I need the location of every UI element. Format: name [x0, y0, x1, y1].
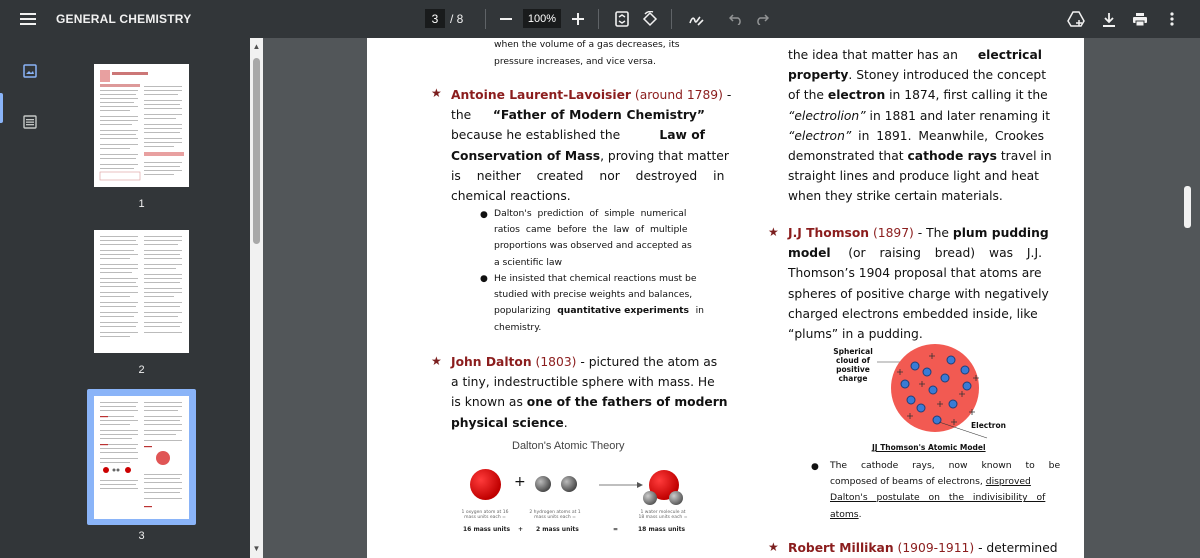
star-icon: ★ — [431, 354, 442, 368]
scroll-up-arrow[interactable]: ▲ — [252, 42, 261, 51]
toolbar-divider — [598, 9, 599, 29]
figure-label: Spherical cloud of positive charge — [833, 347, 873, 383]
mass-label: 16 mass units — [463, 526, 511, 533]
page-number-input[interactable]: 3 — [425, 9, 445, 28]
mass-label: 2 mass units — [536, 526, 579, 533]
document-title: GENERAL CHEMISTRY — [56, 12, 192, 26]
water-hydrogen-atom — [643, 491, 657, 505]
equals-sign: = — [613, 526, 619, 533]
document-scrollbar-thumb[interactable] — [1184, 186, 1191, 228]
rotate-icon[interactable] — [640, 9, 660, 29]
zoom-out-button[interactable] — [496, 9, 516, 29]
star-icon: ★ — [768, 225, 779, 239]
hydrogen-atom — [561, 476, 577, 492]
page-total: / 8 — [450, 12, 464, 26]
active-indicator — [0, 93, 3, 123]
thumbnail-sidebar — [0, 38, 263, 558]
thumbnail-label: 2 — [138, 364, 145, 376]
page-thumbnail-2[interactable] — [94, 230, 189, 353]
zoom-in-button[interactable] — [568, 9, 588, 29]
figure-caption: 2 hydrogen atoms at 1 mass units each = — [529, 510, 581, 520]
undo-icon[interactable] — [726, 9, 746, 29]
arrow-icon — [599, 482, 643, 488]
toolbar-divider — [485, 9, 486, 29]
bullet: ● — [480, 274, 488, 284]
scroll-down-arrow[interactable]: ▼ — [252, 544, 261, 553]
star-icon: ★ — [768, 540, 779, 554]
bullet-text: He insisted that chemical reactions must be studied with precise weights and balances, popularizing quantitative experiments in chemistry. — [494, 273, 704, 333]
thumbnails-view-icon[interactable] — [20, 61, 40, 81]
plus-sign: + — [514, 474, 526, 490]
print-icon[interactable] — [1130, 9, 1150, 29]
more-options-icon[interactable] — [1162, 9, 1182, 29]
save-to-drive-icon[interactable] — [1066, 9, 1086, 29]
dalton-paragraph: John Dalton (1803) - pictured the atom as a tiny, indestructible sphere with mass. He is known as one of the fathers of modern physical science. — [451, 355, 728, 430]
sidebar-scrollbar-thumb[interactable] — [253, 58, 260, 244]
hydrogen-atom — [535, 476, 551, 492]
thumbnail-label: 1 — [138, 198, 145, 210]
thumbnail-label: 3 — [138, 530, 145, 542]
document-viewer[interactable] — [263, 38, 1200, 558]
bullet-text: The cathode rays, now known to be composed of beams of electrons, disproved Dalton's postulate on the indivisibility of atoms. — [830, 460, 1061, 520]
text-fragment: when the volume of a gas decreases, its pressure increases, and vice versa. — [494, 39, 680, 67]
bullet-text: Dalton's prediction of simple numerical ratios came before the law of multiple proportions was observed and accepted as a scientific law — [494, 208, 692, 268]
water-hydrogen-atom — [669, 491, 683, 505]
page-thumbnail-1[interactable] — [94, 64, 189, 187]
mass-label: 18 mass units — [638, 526, 686, 533]
lavoisier-paragraph: Antoine Laurent-Lavoisier (around 1789) - the “Father of Modern Chemistry” because he established the Law of Conservation of Mass, proving that matter is neither created nor destroyed in chemical reactions. — [451, 88, 732, 204]
figure-caption: JJ Thomson's Atomic Model — [872, 443, 986, 452]
plus-sign: + — [518, 526, 524, 533]
outline-view-icon[interactable] — [20, 112, 40, 132]
figure-caption: 1 water molecule at 18 mass units each = — [638, 510, 688, 520]
redo-icon[interactable] — [752, 9, 772, 29]
pdf-toolbar — [0, 0, 1200, 38]
figure-label: Electron — [971, 421, 1007, 430]
menu-icon[interactable] — [18, 9, 38, 29]
oxygen-atom — [470, 469, 501, 500]
bullet: ● — [480, 210, 488, 220]
toolbar-divider — [671, 9, 672, 29]
bullet: ● — [811, 462, 819, 472]
page-thumbnail-3[interactable] — [94, 396, 189, 519]
thomson-paragraph: J.J Thomson (1897) - The plum pudding model (or raising bread) was J.J. Thomson’s 1904 proposal that atoms are spheres of positive charge with negatively charged electrons embedded inside, like “plums” in a pudding. — [788, 226, 1049, 342]
draw-annotation-icon[interactable] — [686, 9, 706, 29]
zoom-level-input[interactable]: 100% — [523, 9, 561, 28]
star-icon: ★ — [431, 86, 442, 100]
fit-to-page-icon[interactable] — [612, 9, 632, 29]
download-icon[interactable] — [1099, 9, 1119, 29]
stoney-paragraph: the idea that matter has an electrical property. Stoney introduced the concept of the electron in 1874, first calling it the “electrolion” in 1881 and later renaming it “electron” in 1891. Meanwhile, Crookes demonstrated that cathode rays travel in straight lines and produce light and heat when they strike certain materials. — [788, 48, 1052, 204]
figure-title: Dalton's Atomic Theory — [512, 440, 625, 452]
pdf-page — [367, 38, 1084, 558]
figure-caption: 1 oxygen atom at 16 mass units each = — [461, 510, 509, 520]
millikan-paragraph: Robert Millikan (1909-1911) - determined — [788, 541, 1058, 555]
